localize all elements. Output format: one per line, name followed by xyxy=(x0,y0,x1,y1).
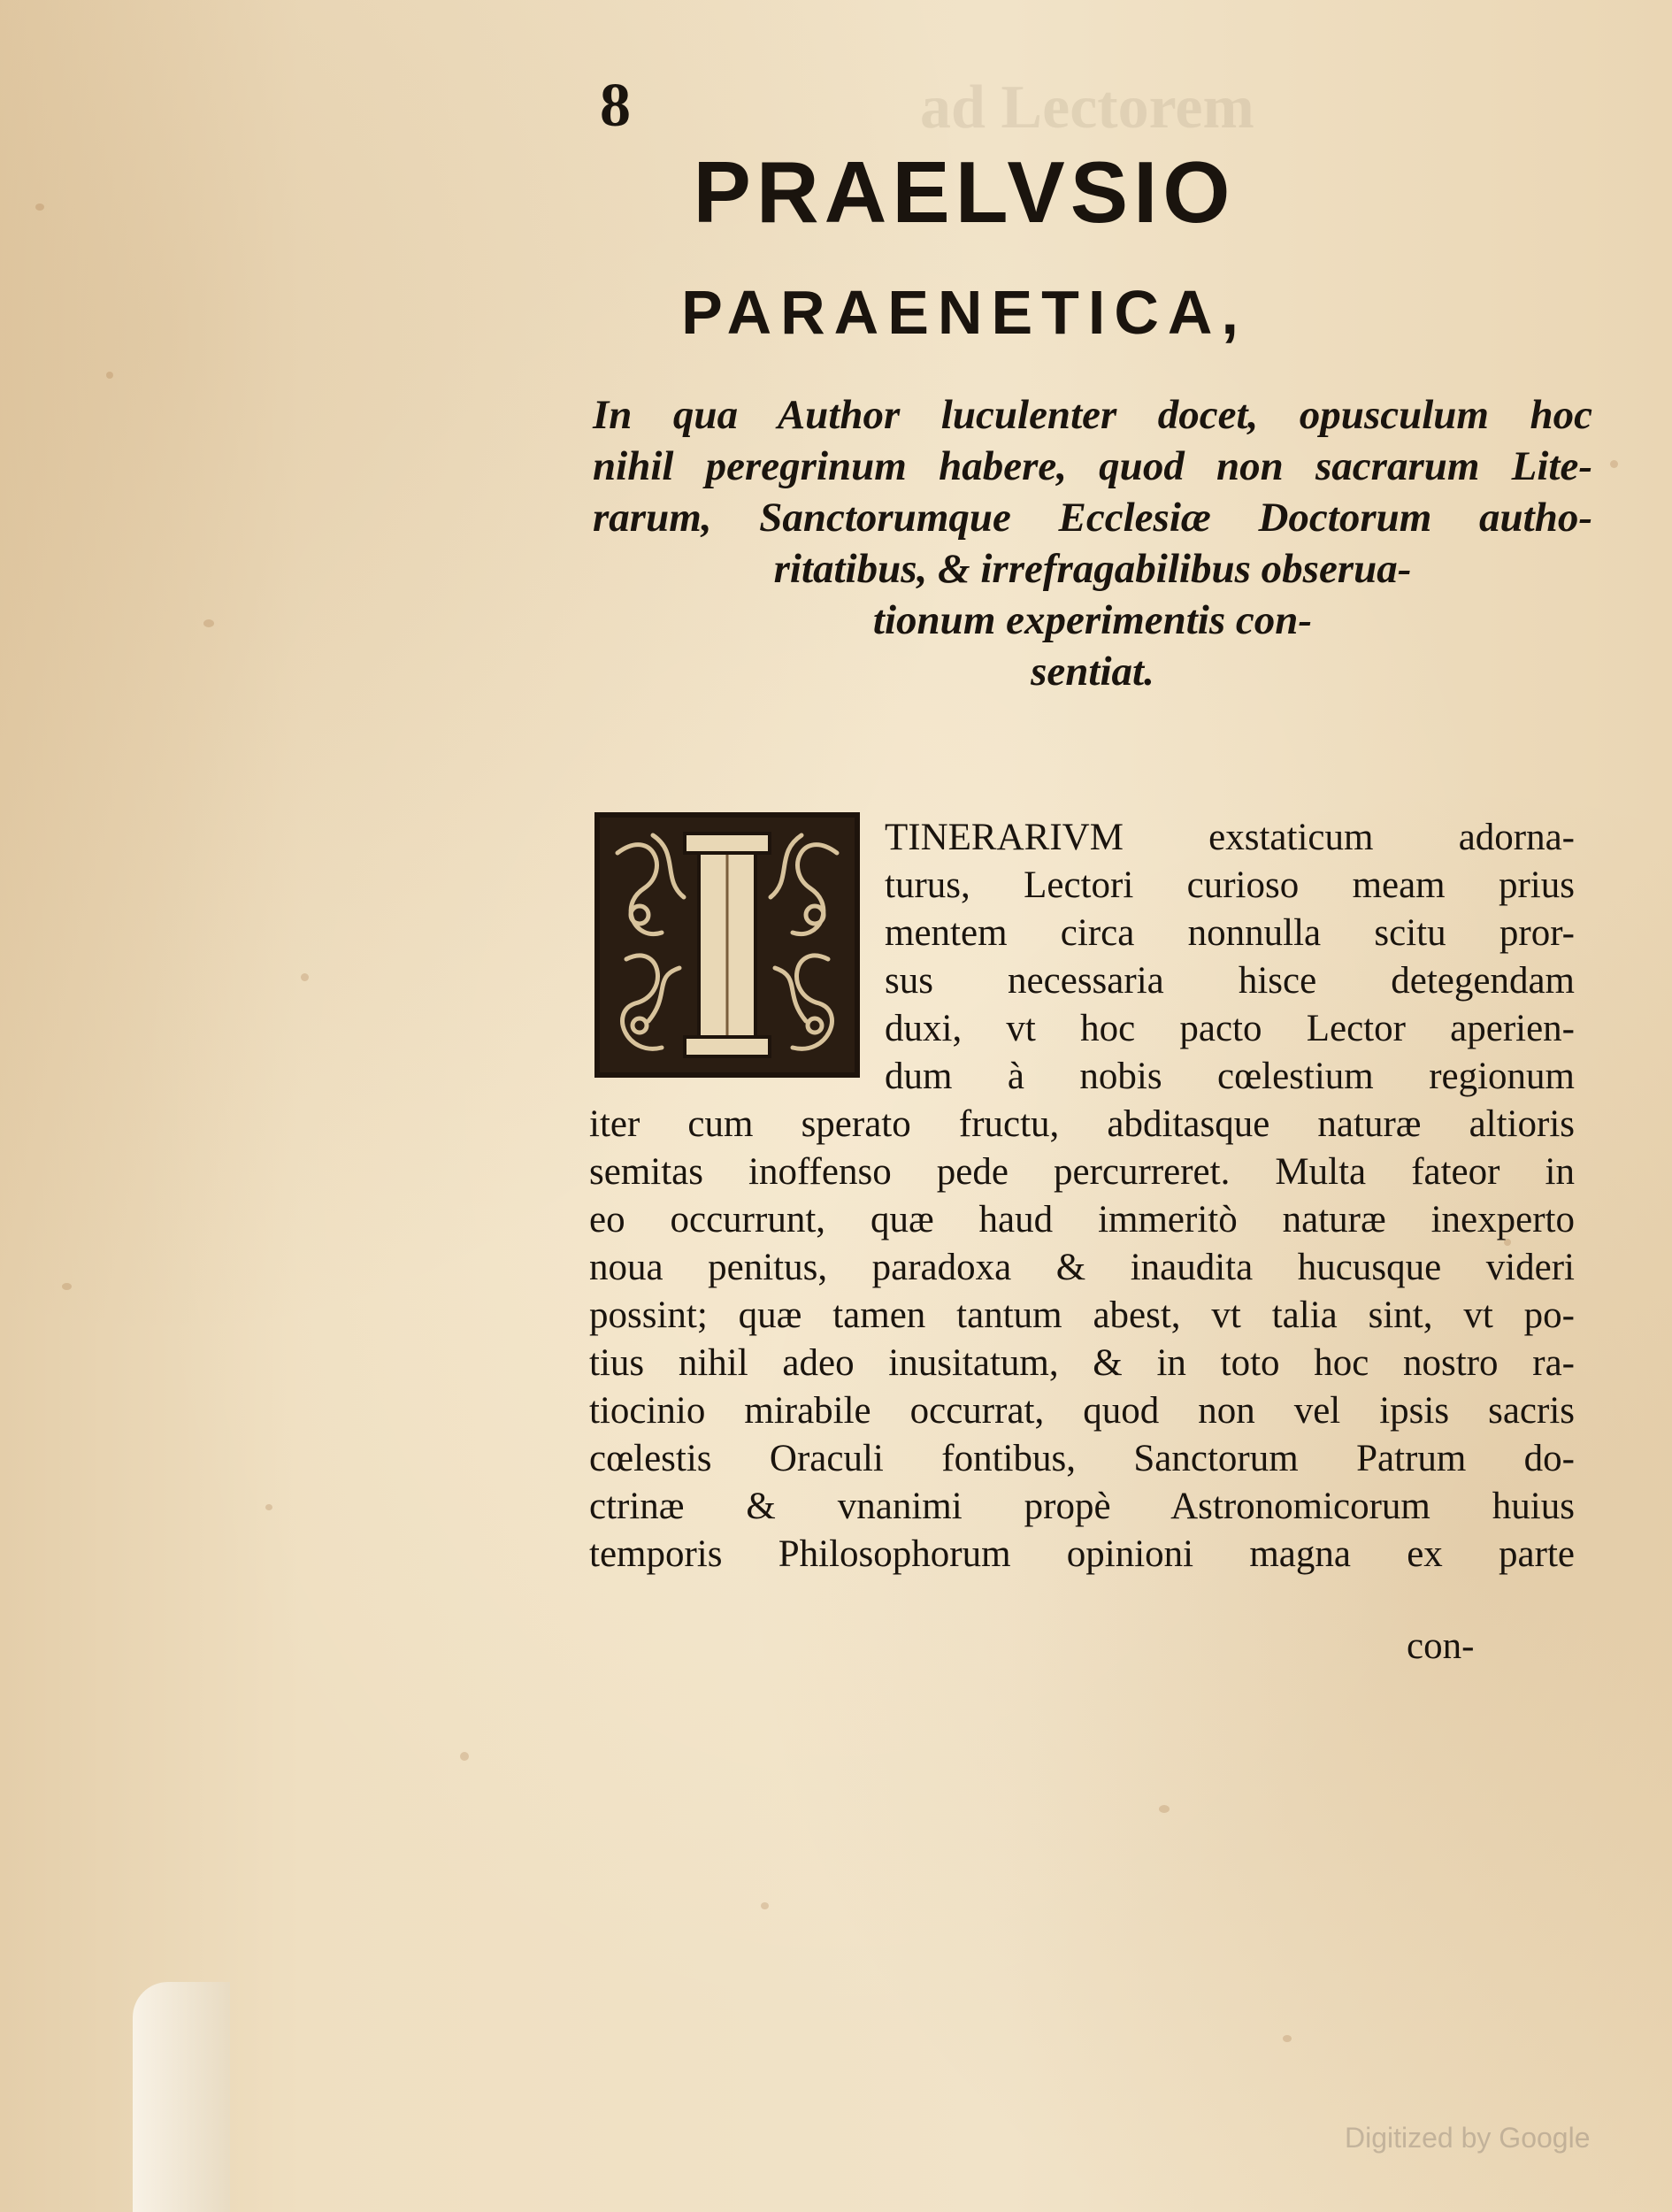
body-line: tiocinio mirabile occurrat, quod non vel ipsis sacris xyxy=(589,1390,1575,1432)
body-line: possint; quæ tamen tantum abest, vt talia sint, vt po- xyxy=(589,1294,1575,1336)
page-corner-damage xyxy=(133,1982,230,2212)
body-line: cœlestis Oraculi fontibus, Sanctorum Patrum do- xyxy=(589,1438,1575,1479)
paper-spot xyxy=(1159,1805,1170,1813)
subtitle-line: ritatibus, & irrefragabilibus obserua- xyxy=(773,546,1412,592)
bleed-through-text: ad Lectorem xyxy=(920,73,1254,142)
subtitle-line: sentiat. xyxy=(1031,649,1154,695)
paper-spot xyxy=(460,1752,469,1761)
title-paraenetica: PARAENETICA, xyxy=(681,278,1247,347)
body-line: TINERARIVM exstaticum adorna- xyxy=(885,817,1575,858)
subtitle-line: In qua Author luculenter docet, opusculum hoc xyxy=(593,392,1592,438)
paper-spot xyxy=(761,1902,769,1909)
body-line: duxi, vt hoc pacto Lector aperien- xyxy=(885,1008,1575,1049)
digitization-watermark: Digitized by Google xyxy=(1345,2122,1591,2154)
body-line: semitas inoffenso pede percurreret. Multa fateor in xyxy=(589,1151,1575,1193)
paper-spot xyxy=(1610,460,1618,468)
body-text xyxy=(589,814,1575,1578)
paper-spot xyxy=(106,372,113,379)
paper-spot xyxy=(301,973,309,981)
body-line: dum à nobis cœlestium regionum xyxy=(885,1056,1575,1097)
paper-spot xyxy=(1283,2035,1292,2042)
body-line: temporis Philosophorum opinioni magna ex parte xyxy=(589,1533,1575,1575)
subtitle-line: nihil peregrinum habere, quod non sacrarum Lite- xyxy=(593,443,1592,489)
title-praelusio: PRAELVSIO xyxy=(693,143,1236,241)
paper-spot xyxy=(203,619,214,627)
paper-spot xyxy=(265,1504,272,1510)
body-line: iter cum sperato fructu, abditasque naturæ altioris xyxy=(589,1103,1575,1145)
body-line: mentem circa nonnulla scitu pror- xyxy=(885,912,1575,954)
paper-spot xyxy=(35,204,44,211)
subtitle-block xyxy=(593,389,1592,697)
subtitle-line: rarum, Sanctorumque Ecclesiæ Doctorum autho- xyxy=(593,495,1592,541)
paper-spot xyxy=(62,1283,72,1290)
body-line: noua penitus, paradoxa & inaudita hucusque videri xyxy=(589,1247,1575,1288)
body-line: tius nihil adeo inusitatum, & in toto hoc nostro ra- xyxy=(589,1342,1575,1384)
body-line: sus necessaria hisce detegendam xyxy=(885,960,1575,1002)
body-line: ctrinæ & vnanimi propè Astronomicorum huius xyxy=(589,1486,1575,1527)
catchword: con- xyxy=(1407,1625,1475,1667)
page-number: 8 xyxy=(600,72,631,140)
subtitle-line: tionum experimentis con- xyxy=(872,597,1313,643)
body-line: turus, Lectori curioso meam prius xyxy=(885,864,1575,906)
body-line: eo occurrunt, quæ haud immeritò naturæ inexperto xyxy=(589,1199,1575,1240)
